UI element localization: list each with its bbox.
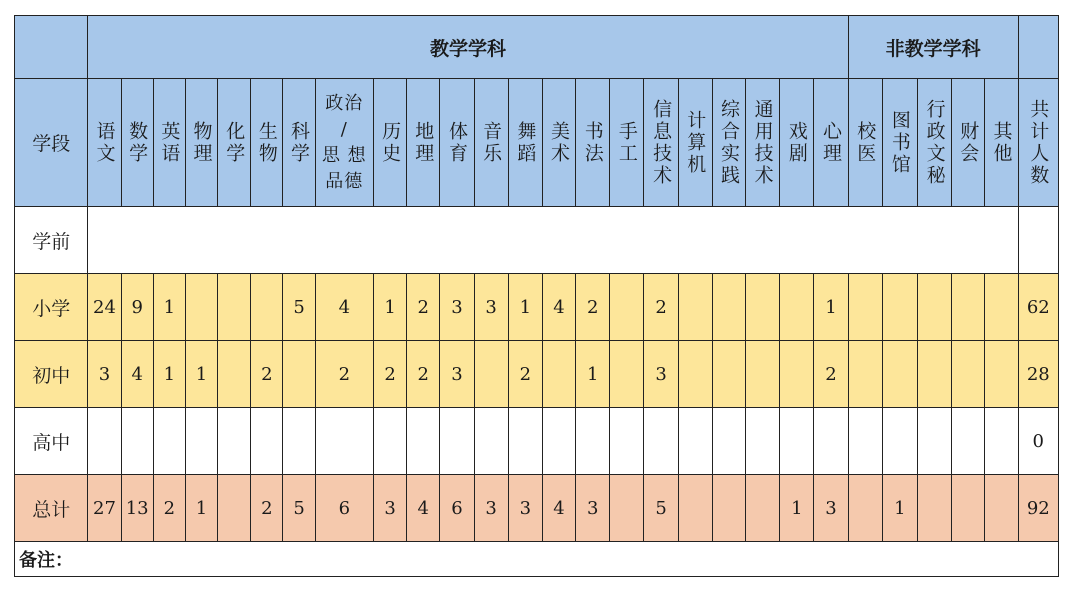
table-cell: 3 <box>814 475 848 542</box>
table-cell <box>952 341 985 408</box>
table-cell <box>712 341 745 408</box>
subject-label: 财会 <box>957 120 980 165</box>
subject-label: 数学 <box>126 120 149 165</box>
table-cell <box>952 274 985 341</box>
subject-label: 图书馆 <box>888 109 911 176</box>
table-cell <box>917 475 951 542</box>
table-cell: 2 <box>407 274 440 341</box>
nonteaching-subjects-header: 非教学学科 <box>848 16 1018 79</box>
table-cell: 4 <box>542 475 575 542</box>
subject-label: 音乐 <box>480 120 503 165</box>
table-cell: 2 <box>251 341 283 408</box>
table-cell: 3 <box>576 475 610 542</box>
table-row <box>15 207 1059 274</box>
table-cell: 4 <box>121 341 153 408</box>
table-cell <box>508 408 542 475</box>
table-cell: 1 <box>814 274 848 341</box>
table-row <box>15 341 1059 408</box>
stage-header: 学段 <box>15 79 88 207</box>
table-cell <box>678 408 712 475</box>
subject-label: 体育 <box>445 120 468 165</box>
table-cell: 1 <box>780 475 814 542</box>
staff-statistics-table <box>14 15 1059 577</box>
subject-label: 综合实践 <box>717 98 740 187</box>
table-cell <box>917 408 951 475</box>
table-cell: 2 <box>814 341 848 408</box>
table-cell <box>985 475 1018 542</box>
subject-header-2 <box>153 79 185 207</box>
subject-header-12 <box>508 79 542 207</box>
table-cell <box>917 274 951 341</box>
table-cell <box>373 408 406 475</box>
table-cell: 6 <box>315 475 373 542</box>
table-cell: 3 <box>373 475 406 542</box>
table-cell: 5 <box>644 475 678 542</box>
table-cell <box>814 408 848 475</box>
stage-label: 学前 <box>15 207 88 274</box>
table-cell <box>985 341 1018 408</box>
table-cell: 2 <box>576 274 610 341</box>
table-row <box>15 475 1059 542</box>
table-cell: 4 <box>542 274 575 341</box>
table-cell <box>952 475 985 542</box>
table-cell <box>474 408 508 475</box>
table-cell <box>780 408 814 475</box>
note-row <box>15 542 1059 577</box>
stage-label: 小学 <box>15 274 88 341</box>
subject-label: 书法 <box>581 120 604 165</box>
subject-header-18 <box>712 79 745 207</box>
subject-label: 戏剧 <box>785 120 808 165</box>
table-cell <box>882 274 917 341</box>
subject-label: 心理 <box>820 120 842 165</box>
table-cell <box>882 341 917 408</box>
table-cell: 9 <box>121 274 153 341</box>
table-cell <box>542 341 575 408</box>
table-cell: 4 <box>315 274 373 341</box>
subject-header-23 <box>882 79 917 207</box>
stage-label: 初中 <box>15 341 88 408</box>
subject-label: 手工 <box>615 120 638 165</box>
total-count-label: 共计人数 <box>1027 98 1050 187</box>
corner-cell <box>15 16 88 79</box>
subject-label: 校医 <box>854 120 877 165</box>
subject-header-8 <box>373 79 406 207</box>
table-cell <box>985 408 1018 475</box>
row-total-cell: 92 <box>1018 475 1058 542</box>
table-cell <box>610 475 644 542</box>
table-cell <box>407 408 440 475</box>
row-total-cell: 28 <box>1018 341 1058 408</box>
subject-label: 语文 <box>93 120 116 165</box>
table-cell <box>780 274 814 341</box>
table-row <box>15 408 1059 475</box>
subject-header-21 <box>814 79 848 207</box>
table-cell <box>576 408 610 475</box>
table-cell <box>780 341 814 408</box>
table-cell <box>848 341 882 408</box>
table-cell <box>712 408 745 475</box>
table-cell <box>218 475 251 542</box>
table-cell: 2 <box>407 341 440 408</box>
subject-header-13 <box>542 79 575 207</box>
subject-header-20 <box>780 79 814 207</box>
subject-header-14 <box>576 79 610 207</box>
table-cell: 3 <box>474 274 508 341</box>
table-cell <box>952 408 985 475</box>
table-cell: 5 <box>283 274 315 341</box>
subject-label: 美术 <box>548 120 570 165</box>
table-cell: 13 <box>121 475 153 542</box>
table-row <box>15 274 1059 341</box>
table-cell: 2 <box>508 341 542 408</box>
subject-header-16 <box>644 79 678 207</box>
table-cell: 3 <box>88 341 121 408</box>
table-cell <box>610 408 644 475</box>
subject-label: 舞蹈 <box>514 120 537 165</box>
table-cell: 2 <box>315 341 373 408</box>
subject-label: 生物 <box>255 120 278 165</box>
subject-header-5 <box>251 79 283 207</box>
subject-header-7 <box>315 79 373 207</box>
table-cell: 1 <box>576 341 610 408</box>
subject-label: 化学 <box>223 120 246 165</box>
subject-header-26 <box>985 79 1018 207</box>
subject-label: 历史 <box>379 120 402 165</box>
table-cell <box>746 274 780 341</box>
table-cell: 2 <box>373 341 406 408</box>
table-cell <box>848 274 882 341</box>
table-cell: 5 <box>283 475 315 542</box>
subject-label: 科学 <box>288 120 311 165</box>
table-cell <box>678 274 712 341</box>
table-cell: 24 <box>88 274 121 341</box>
table-cell: 3 <box>440 274 474 341</box>
table-cell <box>185 408 217 475</box>
row-total-cell: 0 <box>1018 408 1058 475</box>
table-cell: 3 <box>644 341 678 408</box>
subject-label: 政治 / 思 想 品德 <box>321 92 367 192</box>
table-cell <box>315 408 373 475</box>
subject-label: 行政文秘 <box>923 98 946 187</box>
table-cell <box>88 408 121 475</box>
table-cell: 1 <box>153 341 185 408</box>
table-cell <box>985 274 1018 341</box>
table-cell <box>218 408 251 475</box>
table-cell <box>610 341 644 408</box>
subject-header-0 <box>88 79 121 207</box>
subject-header-17 <box>678 79 712 207</box>
table-cell <box>283 341 315 408</box>
subject-header-22 <box>848 79 882 207</box>
subject-header-15 <box>610 79 644 207</box>
subject-label: 计算机 <box>684 109 707 176</box>
table-cell <box>283 408 315 475</box>
table-cell <box>644 408 678 475</box>
table-cell: 4 <box>407 475 440 542</box>
table-cell: 1 <box>508 274 542 341</box>
table-cell <box>251 408 283 475</box>
empty-span-cell <box>88 207 1018 274</box>
table-cell <box>917 341 951 408</box>
staff-statistics-table-container <box>14 15 1059 577</box>
table-cell <box>848 408 882 475</box>
row-total-cell: 62 <box>1018 274 1058 341</box>
table-cell <box>610 274 644 341</box>
table-cell <box>542 408 575 475</box>
table-cell <box>746 475 780 542</box>
table-cell <box>474 341 508 408</box>
subject-header-10 <box>440 79 474 207</box>
table-cell <box>121 408 153 475</box>
table-cell: 1 <box>185 475 217 542</box>
table-cell <box>712 475 745 542</box>
stage-label: 高中 <box>15 408 88 475</box>
subject-header-9 <box>407 79 440 207</box>
table-cell: 1 <box>153 274 185 341</box>
subject-header-25 <box>952 79 985 207</box>
table-cell: 1 <box>185 341 217 408</box>
table-cell: 27 <box>88 475 121 542</box>
table-cell <box>746 408 780 475</box>
table-cell: 3 <box>474 475 508 542</box>
subject-label: 物理 <box>190 120 213 165</box>
row-total-cell <box>1018 207 1058 274</box>
note-label: 备注： <box>15 542 1059 577</box>
subject-label: 通用技术 <box>751 98 774 187</box>
table-cell <box>848 475 882 542</box>
total-count-header <box>1018 79 1058 207</box>
table-cell <box>440 408 474 475</box>
table-cell: 2 <box>251 475 283 542</box>
table-cell: 1 <box>373 274 406 341</box>
teaching-subjects-header: 教学学科 <box>88 16 848 79</box>
table-cell <box>678 475 712 542</box>
subject-label: 地理 <box>412 120 435 165</box>
table-cell <box>746 341 780 408</box>
subject-header-4 <box>218 79 251 207</box>
table-cell <box>251 274 283 341</box>
table-cell: 6 <box>440 475 474 542</box>
table-cell: 1 <box>882 475 917 542</box>
table-cell: 3 <box>508 475 542 542</box>
table-cell <box>882 408 917 475</box>
stage-label: 总计 <box>15 475 88 542</box>
table-cell <box>218 274 251 341</box>
subject-label: 其他 <box>990 120 1013 165</box>
subject-header-6 <box>283 79 315 207</box>
table-cell <box>678 341 712 408</box>
subject-header-24 <box>917 79 951 207</box>
total-header-top <box>1018 16 1058 79</box>
subject-header-3 <box>185 79 217 207</box>
subject-label: 英语 <box>158 120 181 165</box>
subject-header-11 <box>474 79 508 207</box>
table-cell <box>218 341 251 408</box>
subject-header-19 <box>746 79 780 207</box>
table-cell <box>153 408 185 475</box>
table-cell <box>712 274 745 341</box>
table-cell: 2 <box>153 475 185 542</box>
subject-label: 信息技术 <box>650 98 673 187</box>
table-cell <box>185 274 217 341</box>
subject-header-1 <box>121 79 153 207</box>
group-header-row <box>15 16 1059 79</box>
table-cell: 2 <box>644 274 678 341</box>
subject-header-row <box>15 79 1059 207</box>
table-cell: 3 <box>440 341 474 408</box>
